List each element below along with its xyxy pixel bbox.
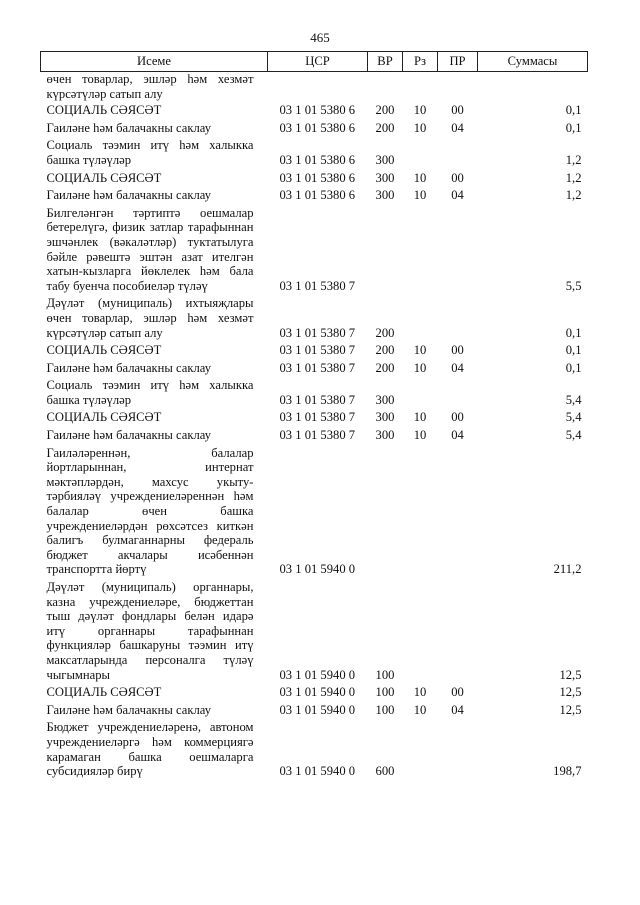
cell-vr: 100 — [375, 685, 395, 700]
page-number: 465 — [310, 30, 330, 45]
cell-csr: 03 1 01 5940 0 — [279, 667, 356, 682]
cell-rz: 10 — [413, 343, 427, 358]
cell-vr: 200 — [375, 325, 395, 340]
cell-vr: 200 — [375, 360, 395, 375]
cell-name: Гаиләне һәм балачакны саклау — [46, 120, 212, 135]
cell-csr: 03 1 01 5380 6 — [279, 188, 356, 203]
cell-rz — [403, 206, 438, 297]
cell-sum: 12,5 — [559, 667, 582, 682]
cell-csr — [268, 72, 368, 104]
cell-name: Гаиләләреннән, балалар йортларыннан, интернат мәктәпләрдән, махсус укыту-тәрбияләү учреждениеләреннән һәм балалар өчен башка учреждениеләрдән рөхсәтсез киткән балигъ булмаганнарны федераль бюджет акчалары исәбеннән транспортта йөртү — [46, 445, 254, 577]
table-row — [41, 188, 588, 206]
cell-pr: 00 — [451, 343, 464, 358]
cell-name: Бюджет учреждениеләренә, автоном учреждениеләргә һәм коммерциягә карамаган башка оешмаларга субсидияләр бирү — [46, 720, 254, 779]
cell-vr: 300 — [375, 152, 395, 167]
cell-rz — [403, 138, 438, 170]
cell-rz: 10 — [413, 188, 427, 203]
cell-vr: 300 — [375, 170, 395, 185]
cell-rz: 10 — [413, 685, 427, 700]
cell-sum: 1,2 — [565, 170, 582, 185]
table-row — [41, 72, 588, 104]
cell-pr: 04 — [451, 120, 464, 135]
cell-sum: 5,4 — [565, 410, 582, 425]
cell-rz — [403, 72, 438, 104]
cell-vr: 300 — [375, 392, 395, 407]
cell-vr: 300 — [375, 188, 395, 203]
header-name: Исеме — [41, 52, 268, 72]
table-row — [41, 410, 588, 428]
cell-name: Билгеләнгән тәртиптә оешмалар бетерелүгә, физик затлар тарафыннан эшчәнлек (вәкаләтләр) туктатылуга бәйле рәвештә эштән азат ителгән хатын-кызларга йөклелек һәм бала табу буенча пособиеләр түләү — [46, 205, 254, 293]
cell-rz: 10 — [413, 120, 427, 135]
cell-csr: 03 1 01 5380 7 — [279, 360, 356, 375]
cell-vr — [368, 206, 403, 297]
cell-name: Социаль тәэмин итү һәм халыкка башка түләүләр — [46, 378, 254, 407]
cell-pr: 00 — [451, 103, 464, 118]
table-row — [41, 703, 588, 721]
cell-sum: 0,1 — [565, 103, 582, 118]
cell-name: СОЦИАЛЬ СӘЯСӘТ — [46, 410, 162, 425]
table-row — [41, 138, 588, 170]
cell-pr — [438, 378, 478, 410]
header-rz: Рз — [403, 52, 438, 72]
cell-pr: 04 — [451, 188, 464, 203]
table-row — [41, 343, 588, 361]
table-row — [41, 720, 588, 781]
table-row — [41, 206, 588, 297]
cell-rz: 10 — [413, 410, 427, 425]
table-row — [41, 685, 588, 703]
cell-sum: 5,4 — [565, 392, 582, 407]
cell-csr: 03 1 01 5940 0 — [279, 764, 356, 779]
table-row — [41, 171, 588, 189]
cell-name: СОЦИАЛЬ СӘЯСӘТ — [46, 685, 162, 700]
table-row — [41, 103, 588, 121]
cell-vr: 200 — [375, 120, 395, 135]
budget-table — [40, 51, 588, 782]
cell-sum: 5,4 — [565, 428, 582, 443]
header-vr: ВР — [368, 52, 403, 72]
cell-sum — [478, 72, 588, 104]
cell-name: Дәүләт (муниципаль) органнары, казна учреждениеләре, бюджеттан тыш дәүләт фондлары белән идарә итү органнары тарафыннан функцияләр башкаруны тәэмин итү максатларында персоналга түләү чыгымнары — [46, 580, 254, 682]
table-body — [41, 72, 588, 782]
cell-pr: 04 — [451, 428, 464, 443]
cell-sum: 0,1 — [565, 120, 582, 135]
header-pr: ПР — [438, 52, 478, 72]
cell-vr: 100 — [375, 702, 395, 717]
cell-pr: 00 — [451, 410, 464, 425]
cell-sum: 5,5 — [565, 278, 582, 293]
header-sum: Суммасы — [478, 52, 588, 72]
cell-name: СОЦИАЛЬ СӘЯСӘТ — [46, 103, 162, 118]
header-csr: ЦСР — [268, 52, 368, 72]
cell-name: Гаиләне һәм балачакны саклау — [46, 360, 212, 375]
cell-pr — [438, 720, 478, 781]
cell-sum: 0,1 — [565, 360, 582, 375]
cell-csr: 03 1 01 5380 6 — [279, 170, 356, 185]
table-row — [41, 121, 588, 139]
cell-vr — [368, 446, 403, 580]
cell-name: өчен товарлар, эшләр һәм хезмәт күрсәтүләр сатып алу — [46, 72, 254, 101]
cell-csr: 03 1 01 5940 0 — [279, 685, 356, 700]
table-row — [41, 428, 588, 446]
cell-sum: 1,2 — [565, 152, 582, 167]
cell-csr: 03 1 01 5380 6 — [279, 120, 356, 135]
cell-name: Дәүләт (муниципаль) ихтыяҗлары өчен товарлар, эшләр һәм хезмәт күрсәтүләр сатып алу — [46, 296, 254, 340]
cell-name: Гаиләне һәм балачакны саклау — [46, 702, 212, 717]
cell-vr: 100 — [375, 667, 395, 682]
cell-name: Гаиләне һәм балачакны саклау — [46, 428, 212, 443]
cell-rz: 10 — [413, 103, 427, 118]
cell-pr — [438, 138, 478, 170]
table-row — [41, 378, 588, 410]
cell-sum: 12,5 — [559, 685, 582, 700]
cell-sum: 0,1 — [565, 343, 582, 358]
cell-name: Гаиләне һәм балачакны саклау — [46, 188, 212, 203]
cell-name: Социаль тәэмин итү һәм халыкка башка түләүләр — [46, 138, 254, 167]
cell-sum: 0,1 — [565, 325, 582, 340]
cell-vr: 300 — [375, 410, 395, 425]
cell-csr: 03 1 01 5380 6 — [279, 103, 356, 118]
cell-vr: 300 — [375, 428, 395, 443]
cell-sum: 1,2 — [565, 188, 582, 203]
cell-vr: 200 — [375, 103, 395, 118]
cell-rz: 10 — [413, 170, 427, 185]
cell-rz — [403, 580, 438, 685]
cell-csr: 03 1 01 5380 7 — [279, 278, 356, 293]
cell-sum: 12,5 — [559, 702, 582, 717]
cell-pr: 00 — [451, 685, 464, 700]
cell-pr: 00 — [451, 170, 464, 185]
cell-rz — [403, 296, 438, 343]
cell-pr — [438, 206, 478, 297]
cell-pr — [438, 296, 478, 343]
table-row — [41, 361, 588, 379]
cell-sum: 198,7 — [553, 764, 582, 779]
cell-csr: 03 1 01 5380 7 — [279, 392, 356, 407]
cell-csr: 03 1 01 5940 0 — [279, 702, 356, 717]
cell-rz: 10 — [413, 360, 427, 375]
cell-rz: 10 — [413, 702, 427, 717]
cell-pr — [438, 580, 478, 685]
cell-rz — [403, 720, 438, 781]
cell-csr: 03 1 01 5380 7 — [279, 410, 356, 425]
cell-csr: 03 1 01 5380 7 — [279, 428, 356, 443]
cell-pr — [438, 446, 478, 580]
table-row — [41, 446, 588, 580]
cell-csr: 03 1 01 5940 0 — [279, 562, 356, 577]
cell-sum: 211,2 — [553, 562, 582, 577]
cell-pr: 04 — [451, 702, 464, 717]
cell-rz — [403, 446, 438, 580]
cell-rz: 10 — [413, 428, 427, 443]
cell-csr: 03 1 01 5380 7 — [279, 343, 356, 358]
cell-csr: 03 1 01 5380 7 — [279, 325, 356, 340]
cell-pr: 04 — [451, 360, 464, 375]
table-row — [41, 580, 588, 685]
cell-rz — [403, 378, 438, 410]
table-row — [41, 296, 588, 343]
cell-vr — [368, 72, 403, 104]
cell-vr: 600 — [375, 764, 395, 779]
table-header — [41, 52, 588, 72]
cell-name: СОЦИАЛЬ СӘЯСӘТ — [46, 343, 162, 358]
cell-csr: 03 1 01 5380 6 — [279, 152, 356, 167]
cell-name: СОЦИАЛЬ СӘЯСӘТ — [46, 170, 162, 185]
cell-pr — [438, 72, 478, 104]
cell-vr: 200 — [375, 343, 395, 358]
